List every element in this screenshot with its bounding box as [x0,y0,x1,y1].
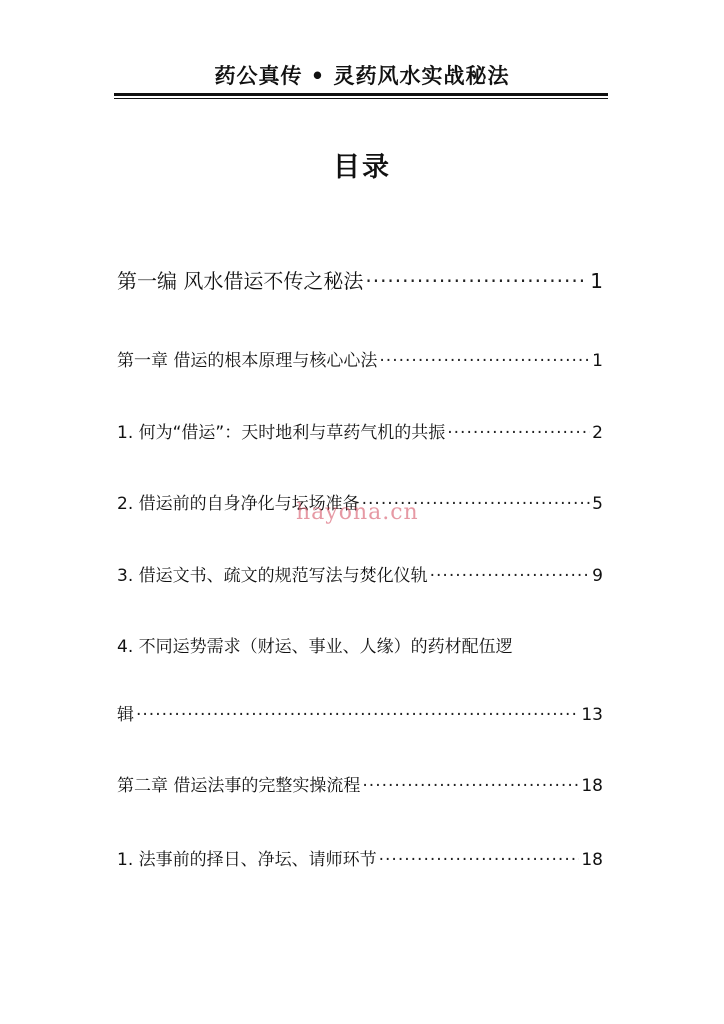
running-header: 药公真传 • 灵药风水实战秘法 [214,64,510,88]
toc-entry-chapter-2[interactable] [117,771,603,796]
toc-entry-chapter-1[interactable] [117,346,603,371]
toc-entry-title: 辑 [117,705,134,725]
toc-entry-page: 18 [581,776,603,796]
toc-entry-title: 第一章 借运的根本原理与核心心法 [117,351,378,371]
toc-entry-title: 2. 借运前的自身净化与坛场准备 [117,494,360,514]
toc-entry-section-1-3[interactable] [117,561,603,586]
toc-leader-dots [430,566,591,586]
watermark: hayona.cn [296,500,419,525]
header-rule-thin [114,98,608,99]
header-rule-thick [114,93,608,96]
toc-entry-title: 第二章 借运法事的完整实操流程 [117,776,361,796]
toc-entry-page: 1 [592,351,603,371]
toc-heading: 目录 [333,152,391,183]
toc-entry-page: 9 [592,566,603,586]
toc-entry-page: 18 [581,850,603,870]
toc-leader-dots [136,705,579,725]
toc-entry-title: 1. 何为“借运”：天时地利与草药气机的共振 [117,423,446,443]
toc-leader-dots [379,351,590,371]
toc-entry-page: 1 [590,269,603,293]
toc-entry-section-2-1[interactable] [117,845,603,870]
toc-entry-title: 1. 法事前的择日、净坛、请师环节 [117,850,377,870]
toc-leader-dots [379,850,580,870]
toc-entry-title: 3. 借运文书、疏文的规范写法与焚化仪轨 [117,566,428,586]
toc-entry-section-1-4-line1[interactable]: 4. 不同运势需求（财运、事业、人缘）的药材配伍逻 [117,637,513,657]
toc-leader-dots [365,269,588,293]
toc-entry-part-1[interactable] [117,265,603,294]
toc-entry-page: 13 [581,705,603,725]
toc-entry-page: 5 [592,494,603,514]
toc-leader-dots [447,423,590,443]
toc-entry-section-1-1[interactable] [117,418,603,443]
toc-entry-title: 第一编 风水借运不传之秘法 [117,269,364,293]
toc-entry-section-1-4-line2[interactable] [117,700,603,725]
toc-leader-dots [362,776,579,796]
toc-entry-page: 2 [592,423,603,443]
